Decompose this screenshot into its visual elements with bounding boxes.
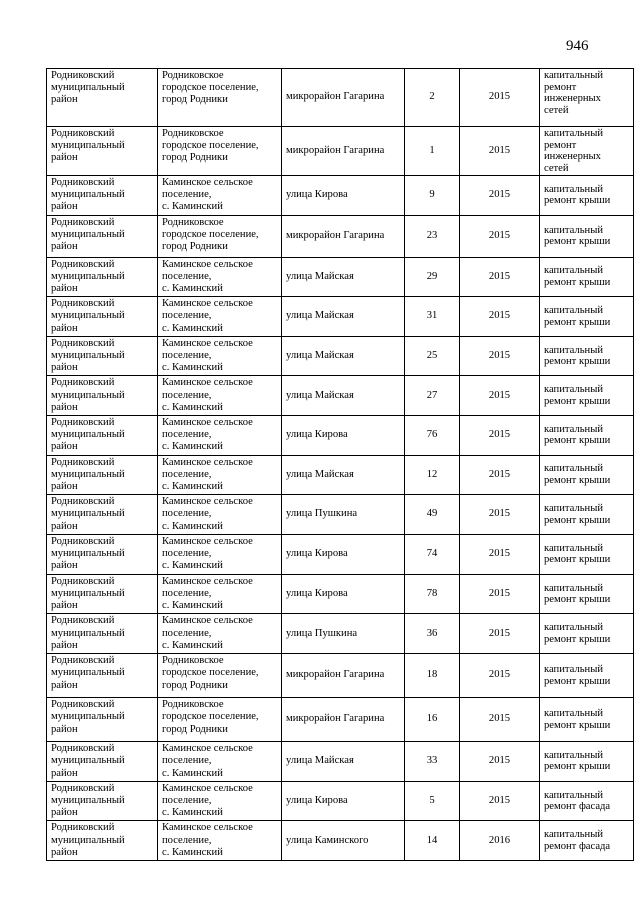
- street-cell: улица Пушкина: [282, 614, 405, 654]
- settlement-cell-line: Каминское сельское: [162, 822, 253, 834]
- house-number-cell: 12: [405, 455, 460, 495]
- work-type-cell-line: ремонт крыши: [544, 316, 611, 328]
- settlement-cell-line: поселение,: [162, 189, 212, 201]
- district-cell-line: муниципальный: [51, 508, 125, 520]
- street-cell: микрорайон Гагарина: [282, 127, 405, 176]
- settlement-cell-line: Родниковское: [162, 699, 224, 711]
- table-row: [47, 336, 634, 376]
- table-row: [47, 574, 634, 614]
- work-type-cell-line: ремонт крыши: [544, 356, 611, 368]
- house-number-cell: 1: [405, 127, 460, 176]
- table-row: [47, 176, 634, 216]
- street-cell: улица Кирова: [282, 781, 405, 821]
- house-number-cell: 9: [405, 176, 460, 216]
- settlement-cell: [158, 654, 282, 698]
- street-cell: улица Майская: [282, 742, 405, 782]
- district-cell-line: район: [51, 679, 78, 691]
- work-type-cell: [540, 534, 634, 574]
- district-cell-line: Родниковский: [51, 177, 115, 188]
- settlement-cell-line: городское поселение,: [162, 228, 259, 240]
- district-cell: [47, 574, 158, 614]
- settlement-cell-line: городское поселение,: [162, 667, 259, 679]
- work-type-cell-line: ремонт крыши: [544, 594, 611, 606]
- work-type-cell: [540, 654, 634, 698]
- house-number-cell: 76: [405, 416, 460, 456]
- year-cell: 2015: [460, 781, 540, 821]
- district-cell-line: район: [51, 481, 78, 493]
- district-cell: [47, 176, 158, 216]
- work-type-cell: [540, 742, 634, 782]
- district-cell-line: Родниковский: [51, 822, 115, 834]
- year-cell: 2015: [460, 574, 540, 614]
- house-number-cell: 25: [405, 336, 460, 376]
- district-cell-line: район: [51, 639, 78, 651]
- district-cell-line: Родниковский: [51, 298, 115, 310]
- work-type-cell: [540, 614, 634, 654]
- street-cell: улица Майская: [282, 376, 405, 416]
- settlement-cell-line: с. Каминский: [162, 401, 223, 413]
- district-cell-line: Родниковский: [51, 128, 115, 139]
- table-row: [47, 127, 634, 176]
- settlement-cell-line: Каминское сельское: [162, 377, 253, 389]
- work-type-cell-line: ремонт фасада: [544, 840, 611, 852]
- district-cell-line: Родниковский: [51, 535, 115, 547]
- settlement-cell: [158, 574, 282, 614]
- district-cell: [47, 215, 158, 257]
- year-cell: 2015: [460, 534, 540, 574]
- district-cell: [47, 297, 158, 337]
- district-cell: [47, 534, 158, 574]
- work-type-cell-line: капитальный: [544, 70, 604, 81]
- street-cell: микрорайон Гагарина: [282, 69, 405, 127]
- district-cell-line: муниципальный: [51, 140, 125, 152]
- work-type-cell-line: ремонт крыши: [544, 395, 611, 407]
- settlement-cell-line: поселение,: [162, 794, 212, 806]
- settlement-cell-line: поселение,: [162, 755, 212, 767]
- work-type-cell-line: ремонт фасада: [544, 801, 611, 812]
- work-type-cell: [540, 698, 634, 742]
- house-number-cell: 5: [405, 781, 460, 821]
- year-cell: 2015: [460, 455, 540, 495]
- house-number-cell: 36: [405, 614, 460, 654]
- table-row: [47, 698, 634, 742]
- table-row: [47, 742, 634, 782]
- settlement-cell: [158, 698, 282, 742]
- settlement-cell-line: Каминское сельское: [162, 743, 253, 755]
- street-cell: улица Майская: [282, 336, 405, 376]
- work-type-cell-line: ремонт крыши: [544, 633, 611, 645]
- work-type-cell-line: капитальный: [544, 344, 604, 356]
- settlement-cell-line: с. Каминский: [162, 441, 223, 453]
- district-cell-line: муниципальный: [51, 755, 125, 767]
- work-type-cell-line: сетей: [544, 104, 569, 116]
- street-cell: улица Майская: [282, 297, 405, 337]
- settlement-cell: [158, 336, 282, 376]
- district-cell-line: Родниковский: [51, 337, 115, 349]
- settlement-cell-line: с. Каминский: [162, 767, 223, 779]
- district-cell-line: муниципальный: [51, 711, 125, 723]
- work-type-cell-line: капитальный: [544, 503, 604, 515]
- house-number-cell: 23: [405, 215, 460, 257]
- settlement-cell-line: Родниковское: [162, 216, 224, 228]
- work-type-cell: [540, 297, 634, 337]
- work-type-cell-line: капитальный: [544, 622, 604, 634]
- settlement-cell-line: с. Каминский: [162, 201, 223, 213]
- year-cell: 2015: [460, 215, 540, 257]
- district-cell-line: Родниковский: [51, 782, 115, 794]
- district-cell-line: муниципальный: [51, 228, 125, 240]
- district-cell: [47, 127, 158, 176]
- settlement-cell-line: Родниковское: [162, 128, 224, 139]
- district-cell: [47, 742, 158, 782]
- street-cell: улица Кирова: [282, 416, 405, 456]
- work-type-cell: [540, 127, 634, 176]
- work-type-cell: [540, 781, 634, 821]
- work-type-cell-line: инженерных: [544, 93, 601, 104]
- settlement-cell: [158, 297, 282, 337]
- settlement-cell-line: Каминское сельское: [162, 258, 253, 270]
- district-cell-line: муниципальный: [51, 189, 125, 201]
- district-cell-line: район: [51, 401, 78, 413]
- work-type-cell: [540, 69, 634, 127]
- work-type-cell-line: капитальный: [544, 183, 604, 195]
- table-row: [47, 821, 634, 861]
- settlement-cell: [158, 781, 282, 821]
- district-cell-line: Родниковский: [51, 655, 115, 667]
- district-cell-line: Родниковский: [51, 699, 115, 711]
- settlement-cell: [158, 614, 282, 654]
- settlement-cell-line: с. Каминский: [162, 846, 223, 858]
- work-type-cell-line: капитальный: [544, 423, 604, 435]
- settlement-cell: [158, 127, 282, 176]
- year-cell: 2015: [460, 416, 540, 456]
- buildings-table: [46, 68, 634, 861]
- district-cell-line: муниципальный: [51, 270, 125, 282]
- table-row: [47, 534, 634, 574]
- settlement-cell-line: Каминское сельское: [162, 782, 253, 794]
- street-cell: улица Майская: [282, 257, 405, 297]
- district-cell-line: Родниковский: [51, 417, 115, 429]
- house-number-cell: 14: [405, 821, 460, 861]
- work-type-cell: [540, 336, 634, 376]
- house-number-cell: 74: [405, 534, 460, 574]
- work-type-cell-line: капитальный: [544, 664, 604, 676]
- work-type-cell-line: капитальный: [544, 463, 604, 475]
- district-cell: [47, 455, 158, 495]
- district-cell-line: район: [51, 362, 78, 374]
- house-number-cell: 78: [405, 574, 460, 614]
- district-cell-line: район: [51, 152, 78, 164]
- settlement-cell: [158, 215, 282, 257]
- settlement-cell-line: город Родники: [162, 152, 228, 164]
- district-cell-line: муниципальный: [51, 310, 125, 322]
- district-cell: [47, 69, 158, 127]
- settlement-cell-line: городское поселение,: [162, 82, 259, 94]
- settlement-cell-line: Каминское сельское: [162, 417, 253, 429]
- house-number-cell: 33: [405, 742, 460, 782]
- house-number-cell: 16: [405, 698, 460, 742]
- settlement-cell-line: с. Каминский: [162, 520, 223, 532]
- settlement-cell-line: поселение,: [162, 588, 212, 600]
- district-cell-line: район: [51, 723, 78, 735]
- district-cell-line: Родниковский: [51, 377, 115, 389]
- settlement-cell-line: с. Каминский: [162, 807, 223, 819]
- district-cell-line: район: [51, 241, 78, 253]
- settlement-cell: [158, 455, 282, 495]
- work-type-cell-line: капитальный: [544, 708, 604, 720]
- settlement-cell-line: Родниковское: [162, 655, 224, 667]
- district-cell-line: район: [51, 846, 78, 858]
- house-number-cell: 31: [405, 297, 460, 337]
- district-cell: [47, 495, 158, 535]
- settlement-cell: [158, 69, 282, 127]
- district-cell-line: муниципальный: [51, 627, 125, 639]
- year-cell: 2015: [460, 614, 540, 654]
- district-cell-line: Родниковский: [51, 575, 115, 587]
- district-cell: [47, 614, 158, 654]
- work-type-cell-line: ремонт крыши: [544, 474, 611, 486]
- work-type-cell-line: ремонт крыши: [544, 761, 611, 773]
- year-cell: 2015: [460, 742, 540, 782]
- work-type-cell-line: капитальный: [544, 384, 604, 396]
- settlement-cell-line: Каминское сельское: [162, 298, 253, 310]
- district-cell-line: район: [51, 520, 78, 532]
- district-cell: [47, 781, 158, 821]
- district-cell-line: Родниковский: [51, 70, 115, 81]
- work-type-cell: [540, 176, 634, 216]
- house-number-cell: 18: [405, 654, 460, 698]
- settlement-cell-line: с. Каминский: [162, 600, 223, 612]
- work-type-cell-line: сетей: [544, 162, 569, 174]
- settlement-cell: [158, 416, 282, 456]
- year-cell: 2015: [460, 336, 540, 376]
- year-cell: 2015: [460, 698, 540, 742]
- house-number-cell: 49: [405, 495, 460, 535]
- district-cell-line: Родниковский: [51, 496, 115, 508]
- settlement-cell: [158, 257, 282, 297]
- settlement-cell-line: городское поселение,: [162, 140, 259, 152]
- work-type-cell: [540, 215, 634, 257]
- street-cell: микрорайон Гагарина: [282, 698, 405, 742]
- district-cell-line: район: [51, 767, 78, 779]
- house-number-cell: 27: [405, 376, 460, 416]
- settlement-cell-line: поселение,: [162, 548, 212, 560]
- work-type-cell: [540, 376, 634, 416]
- work-type-cell-line: ремонт: [544, 139, 577, 151]
- settlement-cell-line: с. Каминский: [162, 481, 223, 493]
- work-type-cell-line: капитальный: [544, 582, 604, 594]
- district-cell-line: район: [51, 322, 78, 334]
- settlement-cell-line: Родниковское: [162, 70, 224, 81]
- settlement-cell-line: Каминское сельское: [162, 496, 253, 508]
- year-cell: 2015: [460, 176, 540, 216]
- street-cell: микрорайон Гагарина: [282, 215, 405, 257]
- settlement-cell-line: поселение,: [162, 270, 212, 282]
- house-number-cell: 29: [405, 257, 460, 297]
- settlement-cell: [158, 821, 282, 861]
- year-cell: 2015: [460, 69, 540, 127]
- work-type-cell: [540, 257, 634, 297]
- table-row: [47, 69, 634, 127]
- district-cell-line: муниципальный: [51, 429, 125, 441]
- work-type-cell-line: ремонт крыши: [544, 719, 611, 731]
- district-cell: [47, 416, 158, 456]
- work-type-cell-line: ремонт крыши: [544, 554, 611, 566]
- house-number-cell: 2: [405, 69, 460, 127]
- settlement-cell-line: Каминское сельское: [162, 535, 253, 547]
- settlement-cell-line: с. Каминский: [162, 560, 223, 572]
- settlement-cell-line: город Родники: [162, 241, 228, 253]
- table-row: [47, 416, 634, 456]
- street-cell: улица Пушкина: [282, 495, 405, 535]
- district-cell-line: Родниковский: [51, 743, 115, 755]
- settlement-cell-line: Каминское сельское: [162, 177, 253, 188]
- work-type-cell: [540, 455, 634, 495]
- settlement-cell-line: город Родники: [162, 94, 228, 106]
- district-cell-line: район: [51, 441, 78, 453]
- settlement-cell: [158, 534, 282, 574]
- table-row: [47, 495, 634, 535]
- work-type-cell-line: капитальный: [544, 128, 604, 139]
- work-type-cell-line: ремонт крыши: [544, 514, 611, 526]
- settlement-cell-line: Каминское сельское: [162, 615, 253, 627]
- work-type-cell-line: капитальный: [544, 789, 604, 801]
- street-cell: улица Каминского: [282, 821, 405, 861]
- settlement-cell: [158, 495, 282, 535]
- district-cell-line: Родниковский: [51, 216, 115, 228]
- table-row: [47, 257, 634, 297]
- table-row: [47, 215, 634, 257]
- table-row: [47, 455, 634, 495]
- street-cell: улица Майская: [282, 455, 405, 495]
- work-type-cell-line: ремонт: [544, 81, 577, 93]
- work-type-cell-line: ремонт крыши: [544, 276, 611, 288]
- work-type-cell-line: инженерных: [544, 151, 601, 162]
- settlement-cell-line: с. Каминский: [162, 362, 223, 374]
- district-cell-line: муниципальный: [51, 548, 125, 560]
- settlement-cell-line: Каминское сельское: [162, 337, 253, 349]
- district-cell: [47, 376, 158, 416]
- district-cell: [47, 821, 158, 861]
- work-type-cell-line: капитальный: [544, 542, 604, 554]
- settlement-cell-line: поселение,: [162, 508, 212, 520]
- district-cell: [47, 257, 158, 297]
- table-row: [47, 781, 634, 821]
- work-type-cell-line: ремонт крыши: [544, 435, 611, 447]
- district-cell-line: муниципальный: [51, 350, 125, 362]
- year-cell: 2015: [460, 495, 540, 535]
- settlement-cell: [158, 742, 282, 782]
- settlement-cell-line: город Родники: [162, 679, 228, 691]
- district-cell-line: район: [51, 600, 78, 612]
- work-type-cell: [540, 495, 634, 535]
- work-type-cell: [540, 574, 634, 614]
- table-row: [47, 614, 634, 654]
- district-cell-line: район: [51, 560, 78, 572]
- district-cell-line: муниципальный: [51, 794, 125, 806]
- district-cell-line: Родниковский: [51, 258, 115, 270]
- district-cell: [47, 336, 158, 376]
- settlement-cell-line: поселение,: [162, 389, 212, 401]
- work-type-cell-line: ремонт крыши: [544, 236, 611, 248]
- year-cell: 2015: [460, 257, 540, 297]
- settlement-cell-line: с. Каминский: [162, 639, 223, 651]
- street-cell: улица Кирова: [282, 574, 405, 614]
- district-cell-line: муниципальный: [51, 389, 125, 401]
- district-cell-line: район: [51, 201, 78, 213]
- year-cell: 2015: [460, 297, 540, 337]
- settlement-cell-line: город Родники: [162, 723, 228, 735]
- work-type-cell-line: капитальный: [544, 749, 604, 761]
- work-type-cell-line: ремонт крыши: [544, 195, 611, 207]
- work-type-cell-line: ремонт крыши: [544, 675, 611, 687]
- district-cell-line: Родниковский: [51, 456, 115, 468]
- street-cell: улица Кирова: [282, 176, 405, 216]
- street-cell: микрорайон Гагарина: [282, 654, 405, 698]
- district-cell-line: район: [51, 94, 78, 106]
- work-type-cell-line: капитальный: [544, 224, 604, 236]
- year-cell: 2016: [460, 821, 540, 861]
- settlement-cell-line: с. Каминский: [162, 322, 223, 334]
- settlement-cell: [158, 176, 282, 216]
- district-cell-line: муниципальный: [51, 82, 125, 94]
- district-cell-line: Родниковский: [51, 615, 115, 627]
- district-cell-line: муниципальный: [51, 588, 125, 600]
- settlement-cell-line: поселение,: [162, 834, 212, 846]
- year-cell: 2015: [460, 376, 540, 416]
- settlement-cell-line: Каминское сельское: [162, 575, 253, 587]
- year-cell: 2015: [460, 654, 540, 698]
- district-cell-line: район: [51, 807, 78, 819]
- settlement-cell-line: поселение,: [162, 468, 212, 480]
- settlement-cell-line: поселение,: [162, 350, 212, 362]
- year-cell: 2015: [460, 127, 540, 176]
- work-type-cell-line: капитальный: [544, 829, 604, 841]
- street-cell: улица Кирова: [282, 534, 405, 574]
- table-row: [47, 376, 634, 416]
- district-cell-line: муниципальный: [51, 834, 125, 846]
- district-cell-line: район: [51, 283, 78, 295]
- table-row: [47, 654, 634, 698]
- settlement-cell-line: поселение,: [162, 627, 212, 639]
- district-cell: [47, 654, 158, 698]
- settlement-cell-line: поселение,: [162, 429, 212, 441]
- settlement-cell-line: городское поселение,: [162, 711, 259, 723]
- settlement-cell-line: с. Каминский: [162, 283, 223, 295]
- settlement-cell-line: Каминское сельское: [162, 456, 253, 468]
- settlement-cell-line: поселение,: [162, 310, 212, 322]
- page-number: 946: [566, 38, 589, 54]
- table-row: [47, 297, 634, 337]
- table-body: [47, 69, 634, 861]
- work-type-cell-line: капитальный: [544, 305, 604, 317]
- work-type-cell: [540, 416, 634, 456]
- work-type-cell-line: капитальный: [544, 265, 604, 277]
- settlement-cell: [158, 376, 282, 416]
- district-cell: [47, 698, 158, 742]
- work-type-cell: [540, 821, 634, 861]
- district-cell-line: муниципальный: [51, 667, 125, 679]
- district-cell-line: муниципальный: [51, 468, 125, 480]
